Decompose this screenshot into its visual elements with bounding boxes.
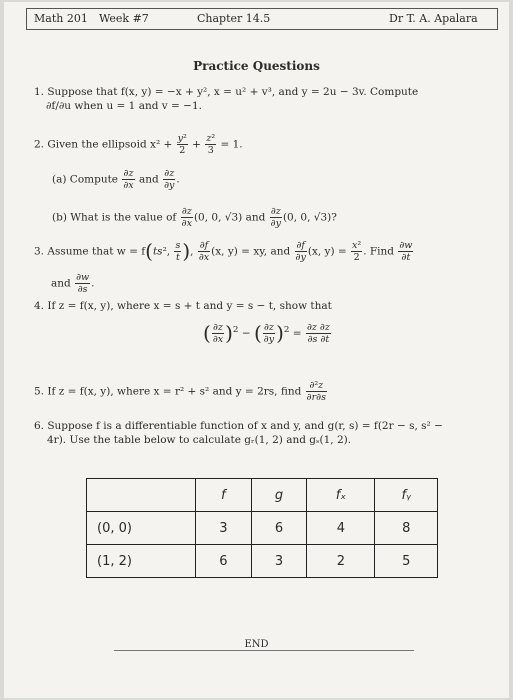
question-3-cont: and $\frac{\partial w}{\partial s}$ .: [51, 272, 95, 295]
header-bar: [26, 8, 498, 30]
table-cell: 4: [307, 512, 375, 545]
table-row-label: (1, 2): [87, 545, 196, 578]
table-header-cell: fᵧ: [375, 479, 438, 512]
table-row: [87, 545, 438, 578]
table-cell: 6: [251, 512, 307, 545]
question-2b: (b) What is the value of $\frac{\partial z}{\partial x}$ (0, 0, √3) and $\frac{\partial z}{\partial y}$ (0, 0, √3)?: [52, 206, 337, 229]
worksheet-page: [4, 2, 509, 698]
table-cell: 2: [307, 545, 375, 578]
question-4-equation: ( $\frac{\partial z}{\partial x}$ )$^2$ − ( $\frac{\partial z}{\partial y}$ )$^2$ = $\frac{\partial z \partial z}{\partial s \partial t}$: [203, 321, 330, 345]
table-header-cell: fₓ: [307, 479, 375, 512]
question-5: 5. If z = f(x, y), where x = r² + s² and y = 2rs, find $\frac{\text{∂²z}}{\partial r\partial s}$: [34, 380, 326, 403]
table-header-cell: f: [196, 479, 252, 512]
table-cell: 3: [251, 545, 307, 578]
instructor-name: Dr T. A. Apalara: [389, 12, 478, 25]
table-cell: 3: [196, 512, 252, 545]
table-header-cell: g: [251, 479, 307, 512]
week-label: Week #7: [99, 12, 149, 25]
end-label: END: [244, 639, 269, 650]
question-6-line-1: 6. Suppose f is a differentiable function of x and y, and g(r, s) = f(2r − s, s² −: [34, 420, 443, 432]
course-name: Math 201: [34, 12, 88, 25]
table-row-label: (0, 0): [87, 512, 196, 545]
table-cell: 5: [375, 545, 438, 578]
question-1-line-2: ∂f/∂u when u = 1 and v = −1.: [46, 100, 203, 112]
table-cell: 6: [196, 545, 252, 578]
values-table: [86, 478, 438, 578]
table-header-row: [87, 479, 438, 512]
question-3: 3. Assume that w = f(ts², $\frac{s}{t}$ ), $\frac{\partial f}{\partial x}$ (x, y) = xy, and $\frac{\partial f}{\partial y}$ (x, y) = $\frac{\text{x²}}{2}$ . Find $\frac{\partial w}{\partial t}$: [34, 239, 413, 263]
table-header-cell: [87, 479, 196, 512]
page-title: Practice Questions: [193, 59, 320, 73]
table-cell: 8: [375, 512, 438, 545]
chapter-label: Chapter 14.5: [197, 12, 271, 25]
question-2: 2. Given the ellipsoid x² + $\frac{\text{y²}}{2}$ + $\frac{\text{z²}}{3}$ = 1.: [34, 133, 243, 156]
table-row: [87, 512, 438, 545]
question-2a: (a) Compute $\frac{\partial z}{\partial x}$ and $\frac{\partial z}{\partial y}$ .: [52, 168, 180, 191]
end-divider: [114, 650, 414, 651]
question-4: 4. If z = f(x, y), where x = s + t and y = s − t, show that: [34, 300, 332, 312]
question-1-line-1: 1. Suppose that f(x, y) = −x + y², x = u² + v³, and y = 2u − 3v. Compute: [34, 86, 419, 98]
question-6-line-2: 4r). Use the table below to calculate gᵣ(1, 2) and gₛ(1, 2).: [47, 434, 352, 446]
